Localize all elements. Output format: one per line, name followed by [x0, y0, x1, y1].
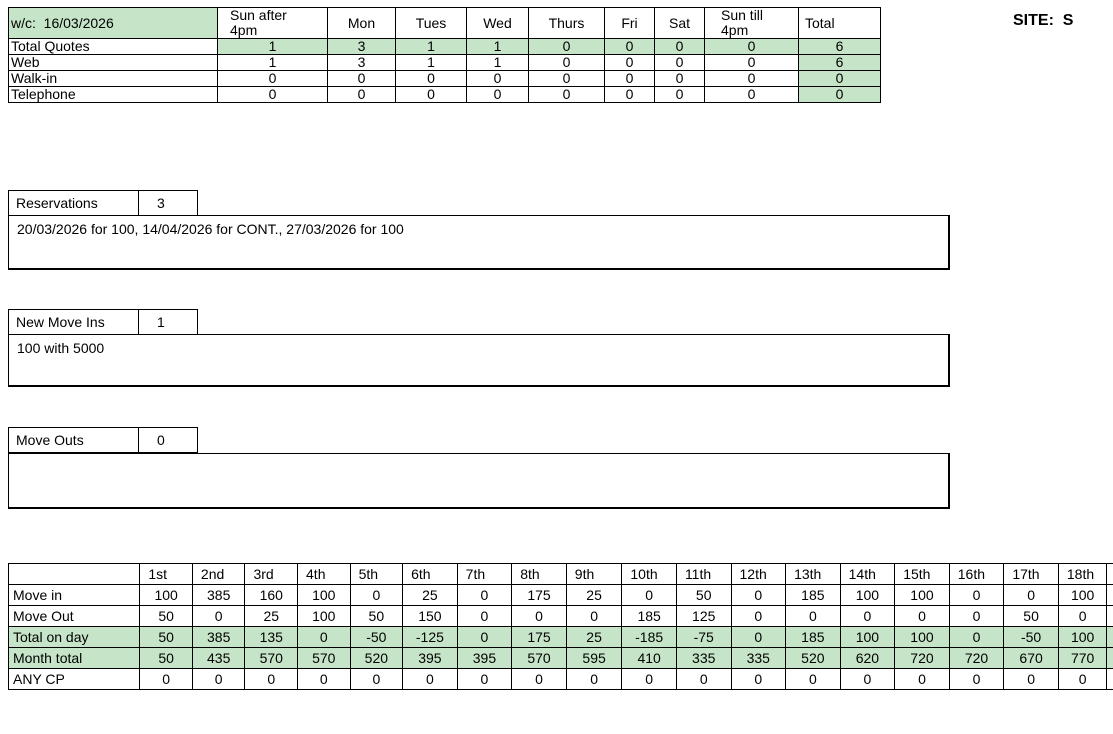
day-value-cell: 0	[1058, 669, 1107, 690]
day-value-cell: 0	[840, 606, 895, 627]
cell: 0	[655, 39, 705, 55]
site-value: S	[1062, 12, 1074, 29]
day-value-cell: 570	[245, 648, 298, 669]
col-header: Fri	[605, 8, 655, 39]
day-value-cell: 185	[786, 627, 841, 648]
day-value-cell: 150	[403, 606, 458, 627]
cell: 0	[467, 87, 529, 103]
cell: 0	[705, 87, 799, 103]
day-value-cell: 100	[1058, 627, 1107, 648]
day-value-cell: 720	[949, 648, 1004, 669]
day-value-cell: 0	[512, 606, 567, 627]
month-header-row	[9, 564, 1113, 585]
day-value-cell: 160	[245, 585, 298, 606]
day-value-cell: 100	[840, 627, 895, 648]
day-value-cell: 0	[786, 669, 841, 690]
corner-cell	[9, 564, 140, 585]
cell: 3	[328, 55, 396, 71]
day-value-cell: 25	[566, 627, 622, 648]
day-value-cell: 410	[622, 648, 677, 669]
day-value-cell: 0	[949, 669, 1004, 690]
cell: 0	[218, 87, 328, 103]
day-value-cell: -75	[676, 627, 731, 648]
day-value-cell: 50	[676, 585, 731, 606]
month-table	[8, 563, 1113, 690]
clipped-cell	[1107, 627, 1113, 648]
day-header: 18th	[1058, 564, 1107, 585]
move-ins-count: 1	[139, 309, 198, 335]
cell: 0	[655, 87, 705, 103]
day-value-cell: 0	[731, 585, 786, 606]
day-value-cell: 25	[403, 585, 458, 606]
day-value-cell: 50	[1004, 606, 1059, 627]
col-header: Sat	[655, 8, 705, 39]
day-value-cell: 25	[245, 606, 298, 627]
day-value-cell: 185	[622, 606, 677, 627]
day-value-cell: 335	[676, 648, 731, 669]
wc-date: 16/03/2026	[43, 14, 114, 31]
day-value-cell: 50	[140, 606, 193, 627]
day-value-cell: 0	[622, 669, 677, 690]
cell: 0	[218, 71, 328, 87]
cell: 1	[467, 55, 529, 71]
day-header: 3rd	[245, 564, 298, 585]
day-value-cell: 0	[457, 627, 512, 648]
day-header: 6th	[403, 564, 458, 585]
site-label: SITE:	[1013, 12, 1054, 29]
clipped-cell	[1107, 648, 1113, 669]
move-outs-count: 0	[139, 427, 198, 453]
month-row	[9, 606, 1113, 627]
cell: 0	[467, 71, 529, 87]
day-value-cell: 595	[566, 648, 622, 669]
col-header: Sun till 4pm	[705, 8, 799, 39]
day-value-cell: 0	[350, 669, 403, 690]
day-value-cell: 0	[731, 669, 786, 690]
day-value-cell: 0	[676, 669, 731, 690]
reservations-details: 20/03/2026 for 100, 14/04/2026 for CONT., 27/03/2026 for 100	[8, 215, 950, 270]
total-cell: 0	[799, 87, 881, 103]
day-value-cell: 0	[949, 585, 1004, 606]
day-header: 13th	[786, 564, 841, 585]
day-value-cell: 385	[192, 627, 245, 648]
cell: 1	[467, 39, 529, 55]
day-value-cell: 0	[1058, 606, 1107, 627]
quotes-row-walkin	[9, 71, 881, 87]
day-value-cell: 100	[840, 585, 895, 606]
cell: 0	[655, 71, 705, 87]
day-value-cell: 25	[566, 585, 622, 606]
cell: 1	[218, 55, 328, 71]
day-value-cell: 0	[622, 585, 677, 606]
row-label: Telephone	[9, 87, 218, 103]
total-cell: 6	[799, 55, 881, 71]
clipped-cell	[1107, 585, 1113, 606]
cell: 0	[705, 55, 799, 71]
day-value-cell: 175	[512, 627, 567, 648]
day-value-cell: 520	[350, 648, 403, 669]
day-value-cell: 670	[1004, 648, 1059, 669]
day-value-cell: 0	[457, 669, 512, 690]
total-cell: 6	[799, 39, 881, 55]
day-header: 12th	[731, 564, 786, 585]
day-value-cell: 0	[350, 585, 403, 606]
day-value-cell: 570	[298, 648, 351, 669]
cell: 0	[655, 55, 705, 71]
day-value-cell: 720	[895, 648, 950, 669]
clipped-cell	[1107, 564, 1113, 585]
day-header: 11th	[676, 564, 731, 585]
move-ins-label: New Move Ins	[8, 309, 139, 335]
clipped-cell	[1107, 606, 1113, 627]
day-value-cell: 0	[457, 606, 512, 627]
day-value-cell: 0	[457, 585, 512, 606]
day-value-cell: 100	[1058, 585, 1107, 606]
cell: 0	[328, 87, 396, 103]
col-header: Mon	[328, 8, 396, 39]
total-cell: 0	[799, 71, 881, 87]
day-value-cell: 395	[403, 648, 458, 669]
cell: 0	[705, 39, 799, 55]
day-value-cell: 100	[298, 585, 351, 606]
cell: 0	[396, 87, 467, 103]
day-value-cell: 0	[298, 627, 351, 648]
day-value-cell: 520	[786, 648, 841, 669]
day-value-cell: 0	[566, 669, 622, 690]
day-value-cell: 395	[457, 648, 512, 669]
day-header: 2nd	[192, 564, 245, 585]
day-value-cell: 0	[895, 669, 950, 690]
quotes-row-web	[9, 55, 881, 71]
day-value-cell: 0	[1004, 669, 1059, 690]
wc-label: w/c:	[11, 14, 36, 31]
day-value-cell: 385	[192, 585, 245, 606]
day-header: 8th	[512, 564, 567, 585]
day-value-cell: 0	[566, 606, 622, 627]
day-value-cell: 135	[245, 627, 298, 648]
col-header: Sun after 4pm	[218, 8, 328, 39]
day-value-cell: 0	[512, 669, 567, 690]
day-value-cell: 0	[731, 627, 786, 648]
row-label: Month total	[9, 648, 140, 669]
move-outs-details	[8, 453, 950, 509]
day-value-cell: 0	[1004, 585, 1059, 606]
month-row	[9, 648, 1113, 669]
cell: 0	[605, 71, 655, 87]
day-header: 17th	[1004, 564, 1059, 585]
day-value-cell: 100	[140, 585, 193, 606]
cell: 0	[529, 55, 605, 71]
cell: 1	[218, 39, 328, 55]
cell: 0	[529, 71, 605, 87]
row-label: ANY CP	[9, 669, 140, 690]
month-row	[9, 585, 1113, 606]
day-header: 15th	[895, 564, 950, 585]
week-commencing-cell	[9, 8, 218, 39]
day-value-cell: 50	[140, 627, 193, 648]
day-value-cell: 100	[895, 585, 950, 606]
day-value-cell: -125	[403, 627, 458, 648]
day-value-cell: 0	[949, 627, 1004, 648]
clipped-cell	[1107, 669, 1113, 690]
day-value-cell: -185	[622, 627, 677, 648]
day-header: 14th	[840, 564, 895, 585]
cell: 0	[396, 71, 467, 87]
day-value-cell: -50	[1004, 627, 1059, 648]
day-value-cell: 0	[192, 606, 245, 627]
day-value-cell: 0	[949, 606, 1004, 627]
reservations-count: 3	[139, 190, 198, 216]
month-row	[9, 627, 1113, 648]
day-value-cell: 125	[676, 606, 731, 627]
day-header: 4th	[298, 564, 351, 585]
day-value-cell: 0	[786, 606, 841, 627]
day-value-cell: 770	[1058, 648, 1107, 669]
day-value-cell: 570	[512, 648, 567, 669]
day-value-cell: 0	[895, 606, 950, 627]
day-value-cell: 100	[895, 627, 950, 648]
day-value-cell: 185	[786, 585, 841, 606]
quotes-row-telephone	[9, 87, 881, 103]
quotes-table	[8, 7, 881, 103]
day-header: 1st	[140, 564, 193, 585]
cell: 0	[529, 87, 605, 103]
cell: 0	[605, 55, 655, 71]
cell: 0	[529, 39, 605, 55]
day-header: 16th	[949, 564, 1004, 585]
quotes-row-total	[9, 39, 881, 55]
col-header: Total	[799, 8, 881, 39]
row-label: Web	[9, 55, 218, 71]
col-header: Wed	[467, 8, 529, 39]
day-value-cell: 335	[731, 648, 786, 669]
day-value-cell: 0	[298, 669, 351, 690]
row-label: Total Quotes	[9, 39, 218, 55]
cell: 1	[396, 55, 467, 71]
day-value-cell: 50	[140, 648, 193, 669]
cell: 0	[705, 71, 799, 87]
month-row	[9, 669, 1113, 690]
day-header: 5th	[350, 564, 403, 585]
month-table-viewport	[8, 563, 1113, 723]
move-outs-label: Move Outs	[8, 427, 139, 453]
cell: 0	[605, 39, 655, 55]
day-value-cell: 0	[245, 669, 298, 690]
day-value-cell: -50	[350, 627, 403, 648]
day-value-cell: 0	[140, 669, 193, 690]
row-label: Total on day	[9, 627, 140, 648]
day-value-cell: 435	[192, 648, 245, 669]
day-value-cell: 100	[298, 606, 351, 627]
col-header: Tues	[396, 8, 467, 39]
day-value-cell: 50	[350, 606, 403, 627]
quotes-header-row	[9, 8, 881, 39]
reservations-label: Reservations	[8, 190, 139, 216]
row-label: Walk-in	[9, 71, 218, 87]
day-value-cell: 0	[192, 669, 245, 690]
day-value-cell: 620	[840, 648, 895, 669]
site-header	[1013, 12, 1073, 30]
cell: 1	[396, 39, 467, 55]
cell: 0	[605, 87, 655, 103]
day-value-cell: 0	[840, 669, 895, 690]
day-header: 10th	[622, 564, 677, 585]
day-value-cell: 175	[512, 585, 567, 606]
day-header: 7th	[457, 564, 512, 585]
day-value-cell: 0	[403, 669, 458, 690]
cell: 3	[328, 39, 396, 55]
row-label: Move Out	[9, 606, 140, 627]
col-header: Thurs	[529, 8, 605, 39]
cell: 0	[328, 71, 396, 87]
row-label: Move in	[9, 585, 140, 606]
move-ins-details: 100 with 5000	[8, 334, 950, 387]
day-value-cell: 0	[731, 606, 786, 627]
day-header: 9th	[566, 564, 622, 585]
